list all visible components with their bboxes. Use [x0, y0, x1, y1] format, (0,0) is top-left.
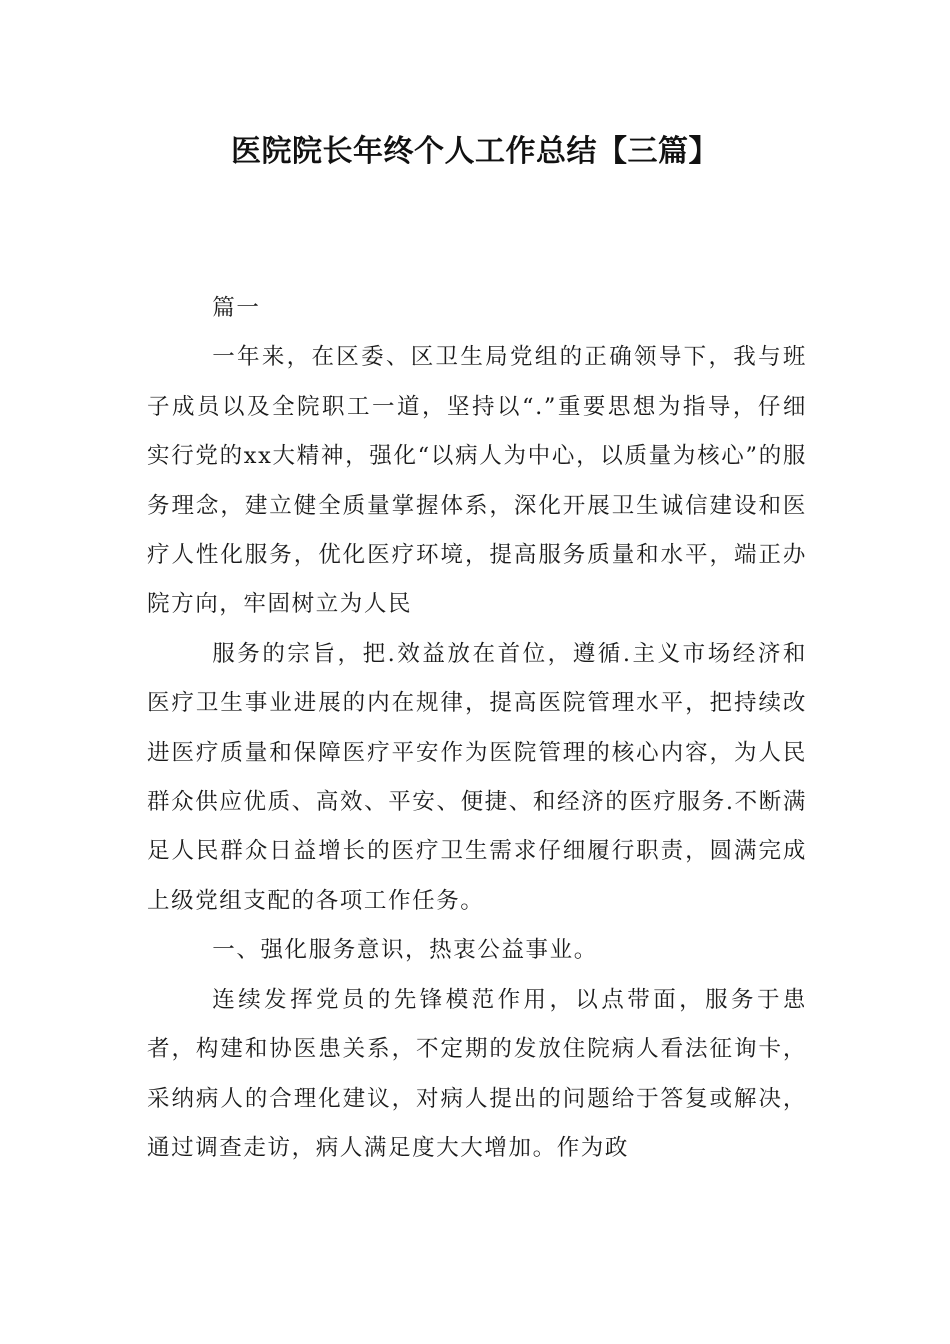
- paragraph-service-purpose: 服务的宗旨，把.效益放在首位，遵循.主义市场经济和医疗卫生事业进展的内在规律，提高医院管理水平，把持续改进医疗质量和保障医疗平安作为医院管理的核心内容，为人民群众供应优质、高效、平安、便捷、和经济的医疗服务.不断满足人民群众日益增长的医疗卫生需求仔细履行职责，圆满完成上级党组支配的各项工作任务。: [147, 640, 807, 914]
- paragraph-intro: 一年来，在区委、区卫生局党组的正确领导下，我与班子成员以及全院职工一道，坚持以“.”重要思想为指导，仔细实行党的xx大精神，强化“以病人为中心，以质量为核心”的服务理念，建立健全质量掌握体系，深化开展卫生诚信建设和医疗人性化服务，优化医疗环境，提高服务质量和水平，端正办院方向，牢固树立为人民: [147, 344, 807, 618]
- document-title: 医院院长年终个人工作总结【三篇】: [231, 134, 719, 169]
- section-heading-service-awareness: 一、强化服务意识，热衷公益事业。: [212, 937, 598, 964]
- paragraph-party-members: 连续发挥党员的先锋模范作用，以点带面，服务于患者，构建和协医患关系，不定期的发放住院病人看法征询卡，采纳病人的合理化建议，对病人提出的问题给于答复或解决，通过调查走访，病人满足度大大增加。作为政: [147, 986, 807, 1161]
- section-heading-part-one: 篇一: [212, 295, 261, 321]
- document-body: [147, 284, 807, 1173]
